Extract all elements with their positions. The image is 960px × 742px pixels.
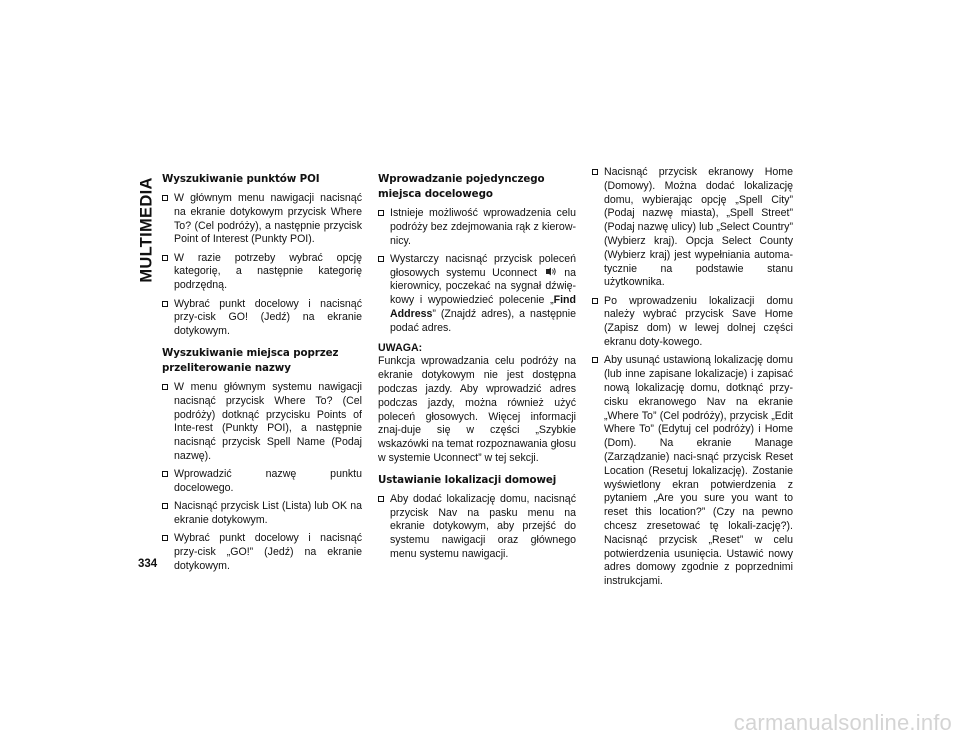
- heading-poi-search: Wyszukiwanie punktów POI: [162, 173, 320, 185]
- checkbox-bullet-icon: [592, 169, 598, 175]
- list-item: Nacisnąć przycisk List (Lista) lub OK na ekranie dotykowym.: [162, 500, 362, 528]
- checkbox-bullet-icon: [162, 471, 168, 477]
- checkbox-bullet-icon: [162, 255, 168, 261]
- voice-command-icon: [544, 267, 558, 281]
- list-item: Wprowadzić nazwę punktu docelowego.: [162, 468, 362, 496]
- section-side-tab-label: MULTIMEDIA: [137, 177, 156, 283]
- checkbox-bullet-icon: [592, 298, 598, 304]
- checkbox-bullet-icon: [162, 535, 168, 541]
- checkbox-bullet-icon: [162, 503, 168, 509]
- page-number: 334: [138, 558, 158, 570]
- column-3: [592, 166, 793, 593]
- list-item: Nacisnąć przycisk ekranowy Home (Domowy). Można dodać lokalizację domu, wybierając opcję „Spell City” (Podaj nazwę miasta), „Spell Street” (Podaj nazwę ulicy) lub „Select Country” (Wybierz kraj). Opcja Select County (Wybierz kraj) jest wypełniania automa-tycznie na podstawie stanu użytkownika.: [592, 166, 793, 290]
- note-text: Funkcja wprowadzania celu podróży na ekranie dotykowym nie jest dostępna podczas jazdy. Aby wprowadzić adres podczas jazdy, można również użyć poleceń głosowych. Więcej informacji znaj-duje się w części „Szybkie wskazówki na temat rozpoznawania głosu w systemie Uconnect” w tej sekcji.: [378, 355, 576, 465]
- single-destination-list: [378, 207, 576, 336]
- list-item: Istnieje możliwość wprowadzenia celu podróży bez zdejmowania rąk z kierow-nicy.: [378, 207, 576, 248]
- list-item: Aby dodać lokalizację domu, nacisnąć przycisk Nav na pasku menu na ekranie dotykowym, aby przejść do systemu nawigacji oraz głównego menu systemu nawigacji.: [378, 493, 576, 562]
- column-2: [378, 166, 576, 566]
- spell-name-list: [162, 381, 362, 574]
- list-item: Wybrać punkt docelowy i nacisnąć przy-cisk „GO!” (Jedź) na ekranie dotykowym.: [162, 532, 362, 573]
- column-1: [162, 166, 362, 578]
- note-title: UWAGA:: [378, 341, 423, 354]
- heading-spell-name-search: Wyszukiwanie miejsca poprzez przeliterowanie nazwy: [162, 346, 339, 374]
- list-item: Po wprowadzeniu lokalizacji domu należy wybrać przycisk Save Home (Zapisz dom) w lewej dolnej części ekranu doty-kowego.: [592, 295, 793, 350]
- poi-search-list: [162, 192, 362, 339]
- checkbox-bullet-icon: [162, 384, 168, 390]
- checkbox-bullet-icon: [378, 496, 384, 502]
- list-item: W głównym menu nawigacji nacisnąć na ekranie dotykowym przycisk Where To? (Cel podróży), a następnie przycisk Point of Interest (Punkty POI).: [162, 192, 362, 247]
- list-item: W razie potrzeby wybrać opcję kategorię, a następnie kategorię podrzędną.: [162, 252, 362, 293]
- heading-home-location: Ustawianie lokalizacji domowej: [378, 473, 557, 486]
- watermark-text: carmanualsonline.info: [733, 710, 952, 735]
- home-location-steps-list: [592, 166, 793, 589]
- checkbox-bullet-icon: [378, 210, 384, 216]
- list-item: Wystarczy nacisnąć przycisk poleceń głosowych systemu Uconnect na kierownicy, poczekać na sygnał dźwię-kowy i wypowiedzieć polecenie „Find Address” (Znajdź adres), a następnie podać adres.: [378, 253, 576, 336]
- checkbox-bullet-icon: [592, 357, 598, 363]
- checkbox-bullet-icon: [162, 301, 168, 307]
- list-item: Aby usunąć ustawioną lokalizację domu (lub inne zapisane lokalizacje) i zapisać nową lokalizację domu, dotknąć przy-cisku ekranowego Nav na ekranie „Where To” (Cel podróży), przycisk „Edit Where To” (Edytuj cel podróży) i Home (Dom). Na ekranie Manage (Zarządzanie) naci-snąć przycisk Reset Location (Resetuj lokalizację). Zostanie wyświetlony ekran potwierdzenia z pytaniem „Are you sure you want to reset this location?” (Czy na pewno chcesz zresetować tę lokali-zację?). Nacisnąć przycisk „Reset” w celu potwierdzenia usunięcia. Ustawić nowy adres domowy zgodnie z poprzednimi instrukcjami.: [592, 354, 793, 589]
- checkbox-bullet-icon: [378, 256, 384, 262]
- home-location-list: [378, 493, 576, 562]
- section-side-tab: [136, 170, 158, 290]
- heading-single-destination: Wprowadzanie pojedynczego miejsca docelowego: [378, 173, 545, 200]
- list-item: Wybrać punkt docelowy i nacisnąć przy-cisk GO! (Jedź) na ekranie dotykowym.: [162, 298, 362, 339]
- list-item: W menu głównym systemu nawigacji nacisnąć przycisk Where To? (Cel podróży) dotknąć przycisku Points of Inte-rest (Punkty POI), a następnie nacisnąć przycisk Spell Name (Podaj nazwę).: [162, 381, 362, 464]
- checkbox-bullet-icon: [162, 195, 168, 201]
